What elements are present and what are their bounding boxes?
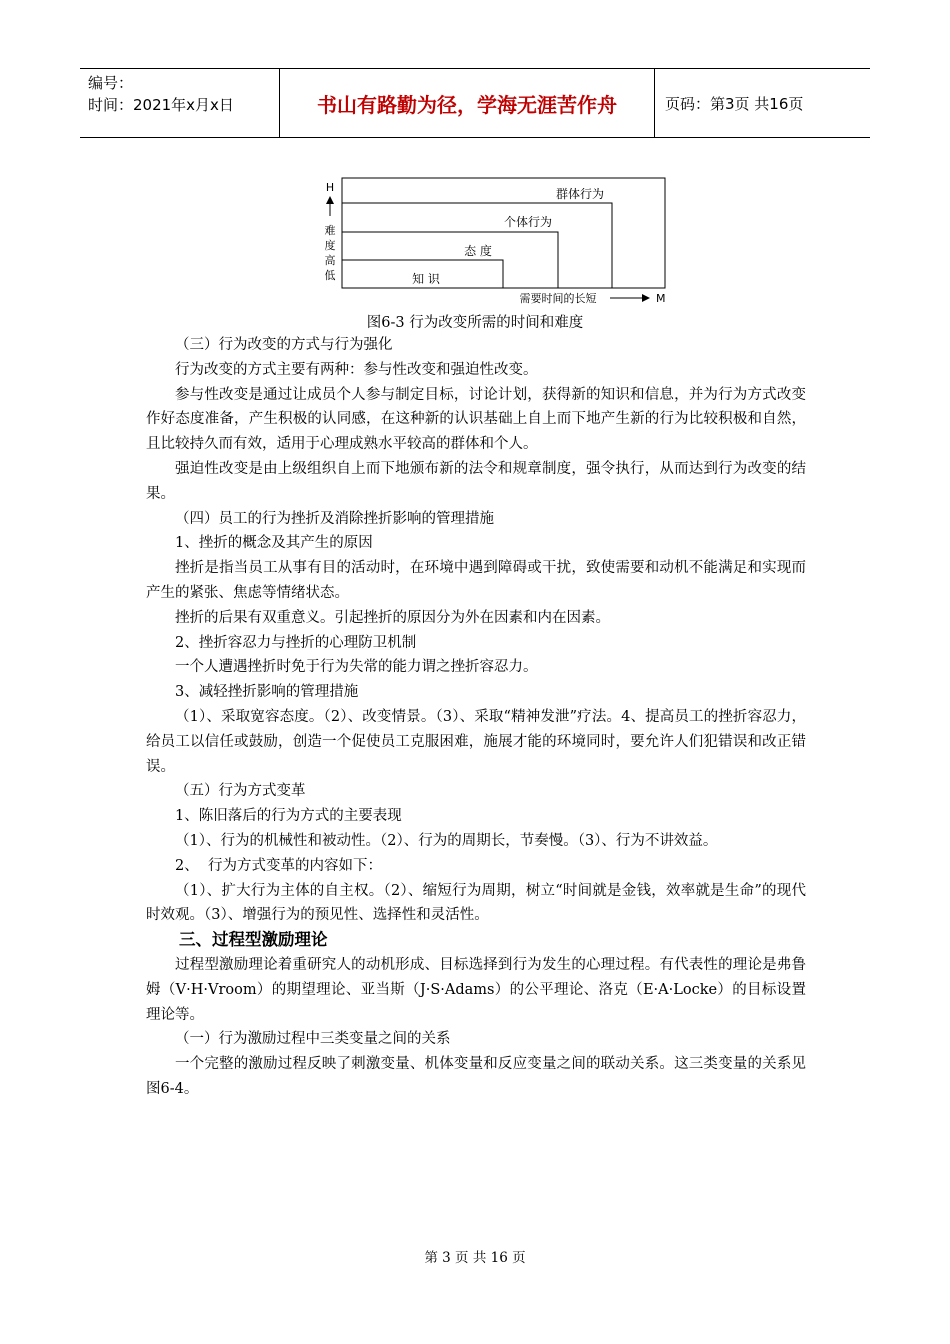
y-axis-char-4: 低 [324,269,336,282]
section-heading: 三、过程型激励理论 [179,930,328,950]
paragraph: 行为改变的方式主要有两种：参与性改变和强迫性改变。 [175,361,538,378]
header-left-cell [80,69,280,137]
paragraph: （一）行为激励过程中三类变量之间的关系 [175,1031,451,1048]
paragraph: （1）、行为的机械性和被动性。（2）、行为的周期长，节奏慢。（3）、行为不讲效益。 [175,832,718,849]
paragraph: 3、减轻挫折影响的管理措施 [175,684,359,701]
paragraph: 2、挫折容忍力与挫折的心理防卫机制 [175,634,417,651]
document-number-label: 编号： [88,74,134,92]
y-axis-char-1: 难 [324,224,336,237]
paragraph: 2、 行为方式变革的内容如下： [175,857,382,874]
x-axis-letter: M [656,292,666,305]
header-motto: 书山有路勤为径，学海无涯苦作舟 [280,69,655,137]
paragraph: （四）员工的行为挫折及消除挫折影响的管理措施 [175,510,494,527]
y-axis-char-2: 度 [324,239,336,252]
step-label-attitude: 态 度 [464,244,492,258]
step-label-individual: 个体行为 [503,215,553,229]
paragraph: （三）行为改变的方式与行为强化 [175,337,393,353]
paragraph: 1、陈旧落后的行为方式的主要表现 [175,808,402,825]
paragraph: 挫折的后果有双重意义。引起挫折的原因分为外在因素和内在因素。 [175,609,610,626]
paragraph: 过程型激励理论着重研究人的动机形成、目标选择到行为发生的心理过程。有代表性的理论是弗鲁姆（V·H·Vroom）的期望理论、亚当斯（J·S·Adams）的公平理论、洛克（E·A·Locke）的目标设置理论等。 [146,956,806,1023]
paragraph: （五）行为方式变革 [175,783,306,800]
paragraph: 1、挫折的概念及其产生的原因 [175,535,373,552]
y-axis-letter: H [325,181,335,194]
paragraph: 参与性改变是通过让成员个人参与制定目标，讨论计划，获得新的知识和信息，并为行为方式改变作好态度准备，产生积极的认同感，在这种新的认识基础上自上而下地产生新的行为比较积极和自然，且比较持久而有效，适用于心理成熟水平较高的群体和个人。 [146,386,806,453]
figure-caption: 图6-3 行为改变所需的时间和难度 [366,315,584,331]
paragraph: 挫折是指当员工从事有目的活动时，在环境中遇到障碍或干扰，致使需要和动机不能满足和实现而产生的紧张、焦虑等情绪状态。 [146,560,806,601]
page-footer: 第 3 页 共 16 页 [424,1250,526,1266]
y-axis-char-3: 高 [324,254,336,267]
document-time-label: 时间：2021年x月x日 [88,96,234,114]
step-label-knowledge: 知 识 [412,272,440,286]
page-header [80,68,870,138]
paragraph: 一个人遭遇挫折时免于行为失常的能力谓之挫折容忍力。 [175,659,538,676]
x-axis-label: 需要时间的长短 [519,292,597,305]
body-text [146,333,806,1102]
paragraph: （1）、扩大行为主体的自主权。（2）、缩短行为周期，树立“时间就是金钱，效率就是生命”的现代时效观。（3）、增强行为的预见性、选择性和灵活性。 [146,882,806,924]
paragraph: 强迫性改变是由上级组织自上而下地颁布新的法令和规章制度，强令执行，从而达到行为改变的结果。 [146,460,806,502]
paragraph: 一个完整的激励过程反映了刺激变量、机体变量和反应变量之间的联动关系。这三类变量的关系见图6-4。 [146,1056,806,1097]
paragraph: （1）、采取宽容态度。（2）、改变情景。（3）、采取“精神发泄”疗法。4、提高员工的挫折容忍力，给员工以信任或鼓励，创造一个促使员工克服困难，施展才能的环境同时，要允许人们犯错误和改正错误。 [146,708,806,775]
header-page-label: 页码：第3页 共16页 [665,94,804,113]
behavior-change-diagram [318,172,678,312]
step-label-group: 群体行为 [555,187,605,201]
